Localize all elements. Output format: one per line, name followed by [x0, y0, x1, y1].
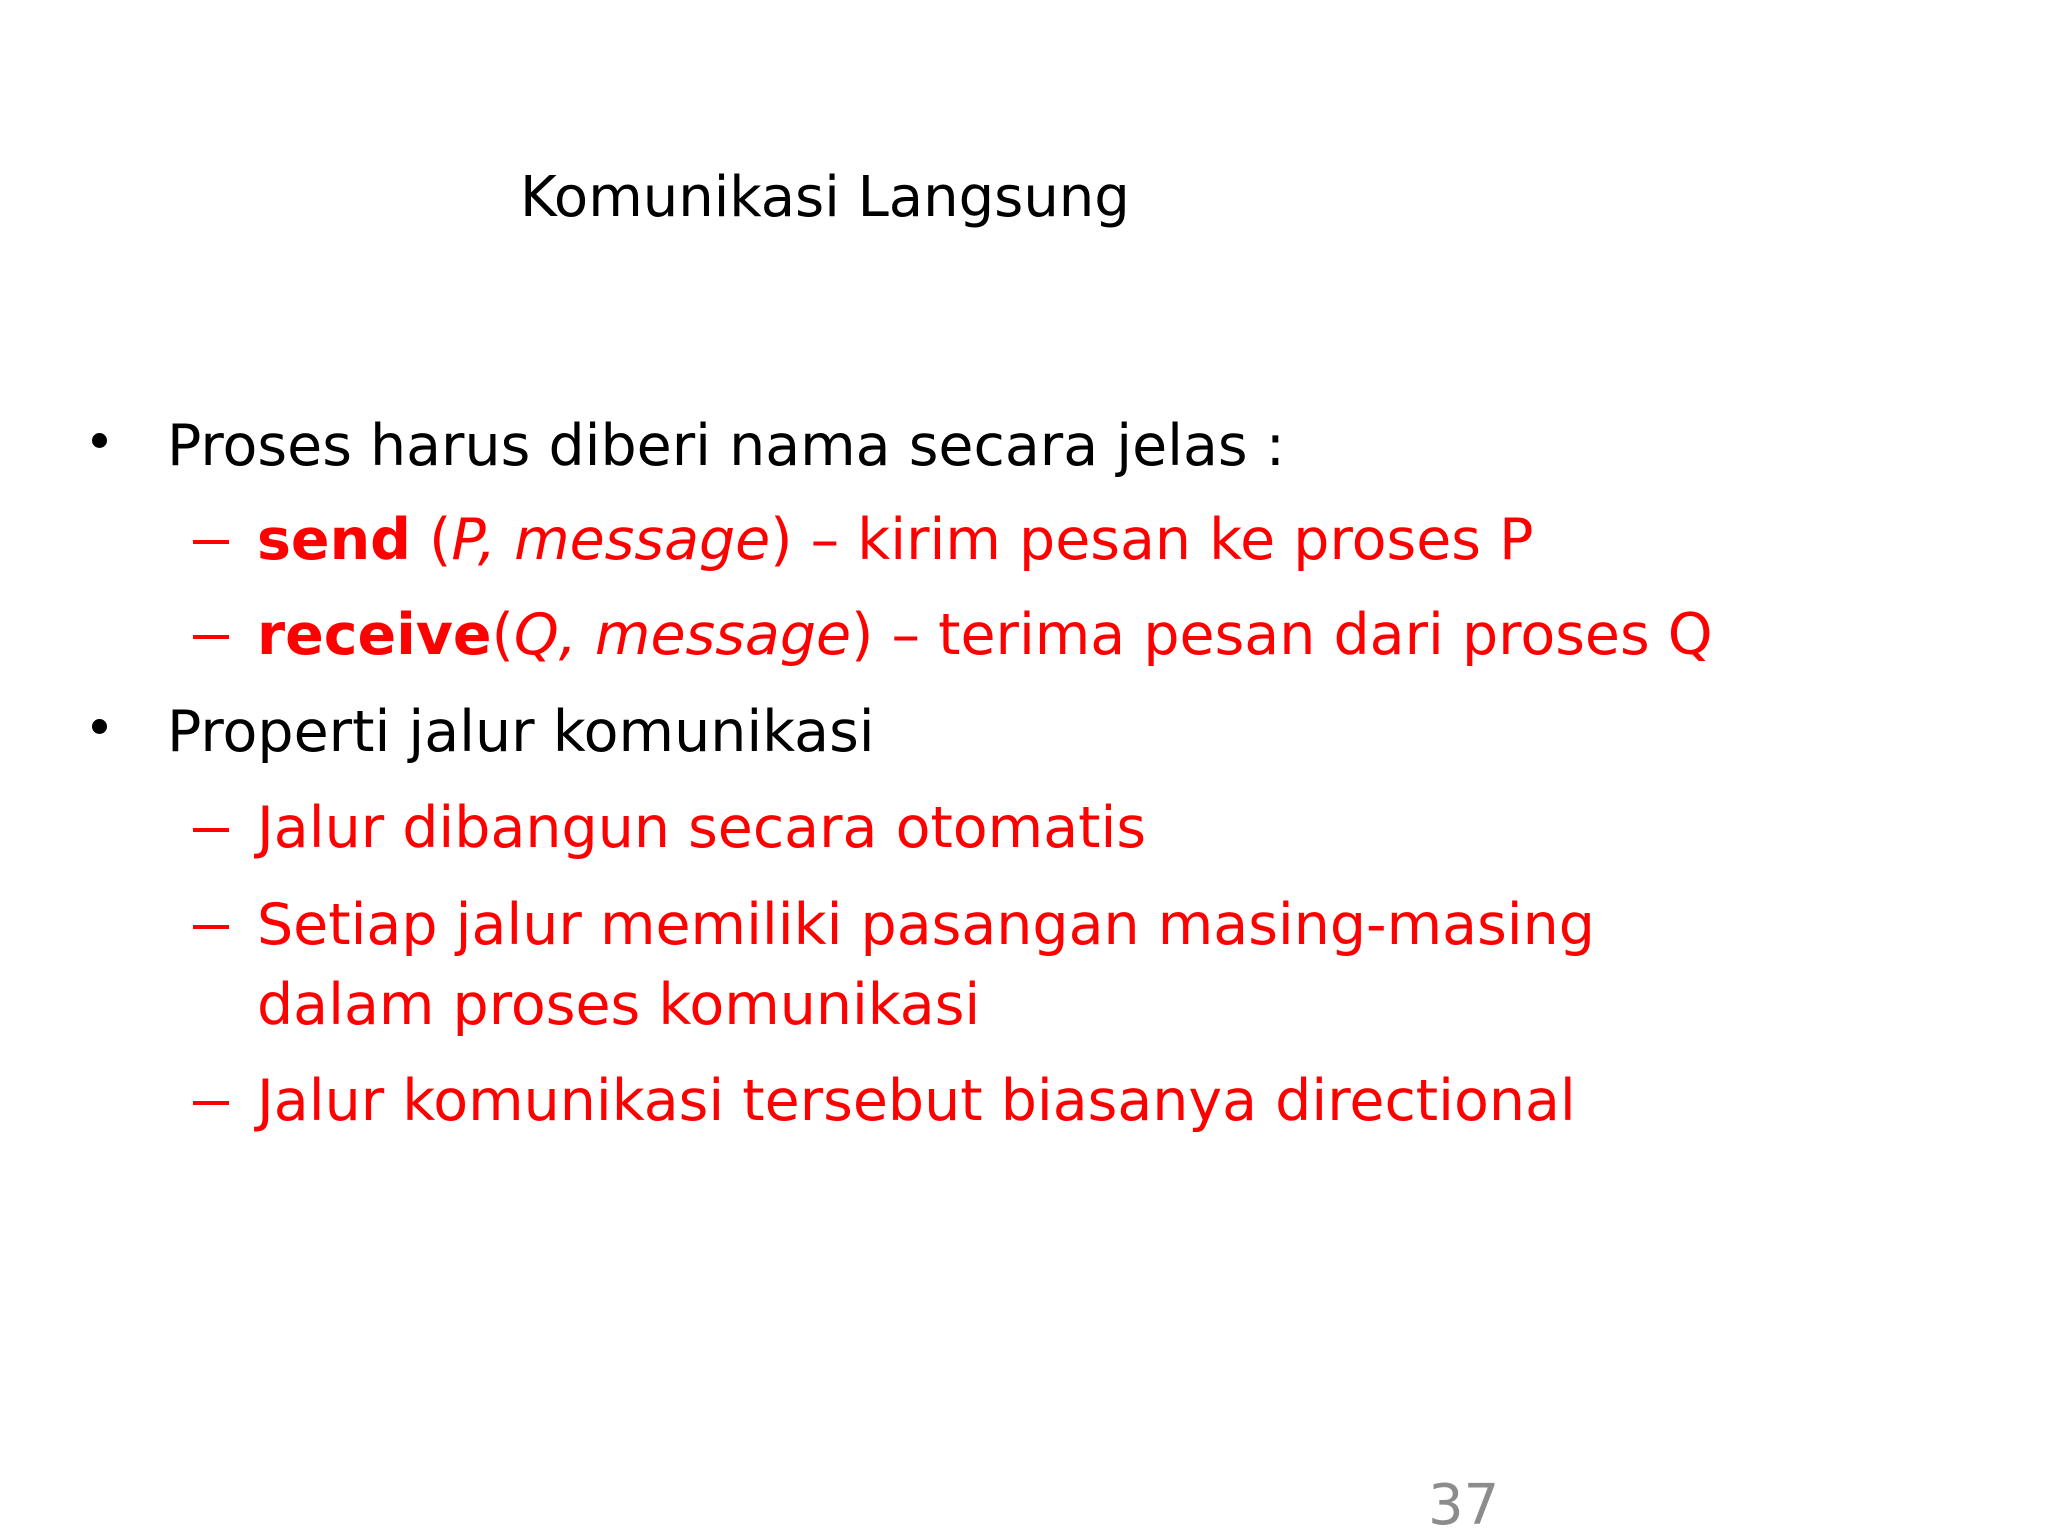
sub-bullet-text: Jalur dibangun secara otomatis [257, 795, 1147, 861]
function-description: – kirim pesan ke proses P [792, 507, 1534, 573]
bullet-dot-icon [92, 719, 107, 734]
function-args: Q, message [513, 602, 852, 668]
sub-bullet-item [0, 507, 1900, 573]
bullet-text: Proses harus diberi nama secara jelas : [167, 413, 1285, 479]
sub-bullet-item [0, 795, 1900, 861]
paren-close: ) [770, 507, 793, 573]
paren-open: ( [491, 602, 514, 668]
bullet-dot-icon [92, 433, 107, 448]
sub-bullet-item [0, 892, 1900, 1047]
bullet-text: Properti jalur komunikasi [167, 699, 875, 765]
sub-bullet-text-line2: dalam proses komunikasi [257, 972, 981, 1038]
dash-icon [193, 828, 229, 832]
sub-bullet-text [257, 602, 1713, 668]
dash-icon [193, 635, 229, 639]
sub-bullet-item [0, 1068, 1900, 1134]
bullet-item [0, 699, 1900, 765]
dash-icon [193, 925, 229, 929]
function-description: – terima pesan dari proses Q [873, 602, 1713, 668]
sub-bullet-text [257, 507, 1534, 573]
sub-bullet-text-line1: Setiap jalur memiliki pasangan masing-masing [257, 892, 1595, 958]
function-name: receive [257, 602, 492, 668]
dash-icon [193, 1101, 229, 1105]
bullet-item [0, 413, 1900, 479]
sub-bullet-item [0, 602, 1900, 668]
dash-icon [193, 540, 229, 544]
function-name: send [257, 507, 411, 573]
paren-close: ) [851, 602, 874, 668]
sub-bullet-text: Jalur komunikasi tersebut biasanya directional [257, 1068, 1576, 1134]
page-number: 37 [1428, 1473, 1500, 1538]
slide-title: Komunikasi Langsung [520, 165, 1130, 230]
paren-open: ( [410, 507, 452, 573]
function-args: P, message [451, 507, 771, 573]
